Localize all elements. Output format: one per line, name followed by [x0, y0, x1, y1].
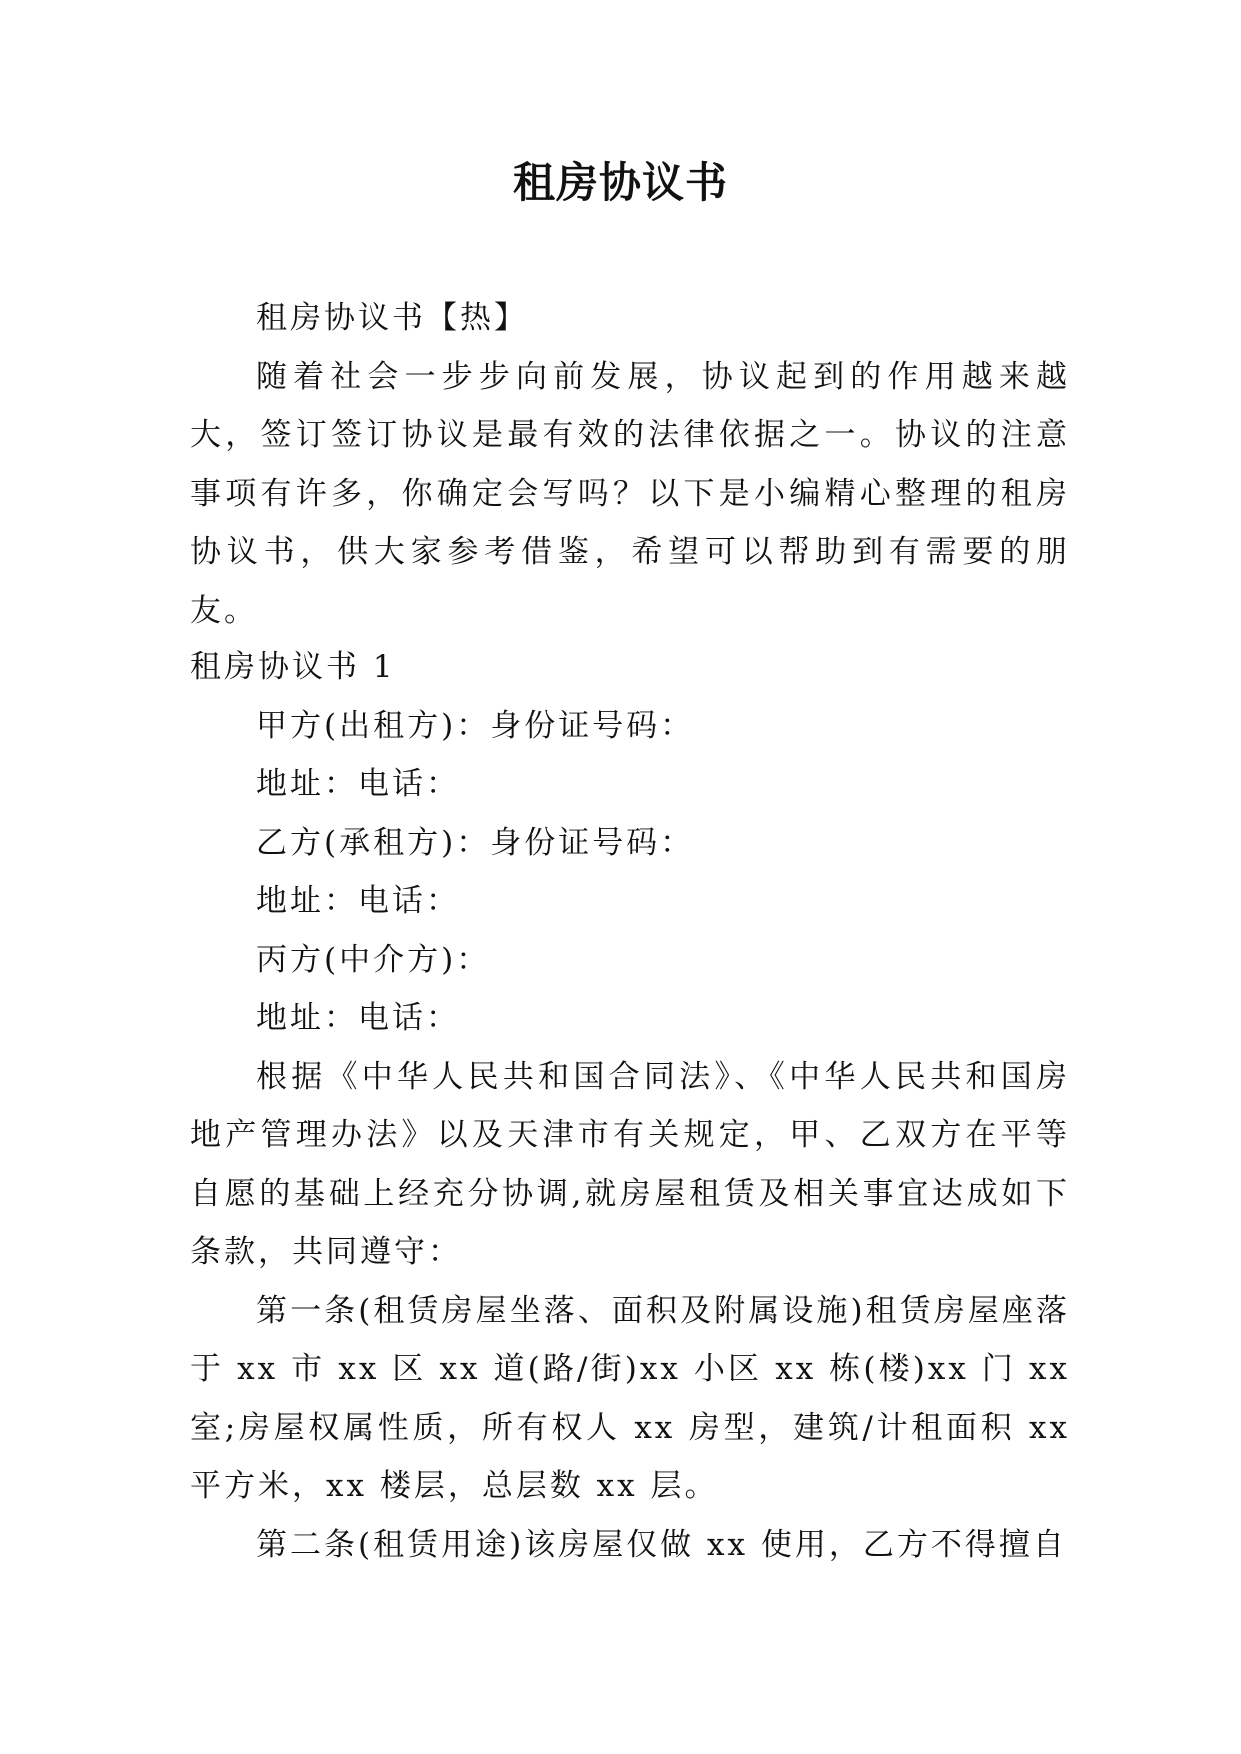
party-c-contact-line: 地址：电话： — [256, 1000, 460, 1036]
preamble-paragraph: 根据《中华人民共和国合同法》、《中华人民共和国房地产管理办法》以及天津市有关规定，甲、乙双方在平等自愿的基础上经充分协调,就房屋租赁及相关事宜达成如下条款，共同遵守： — [190, 1058, 1070, 1270]
party-a-line: 甲方(出租方)：身份证号码： — [256, 707, 695, 744]
party-c-line: 丙方(中介方)： — [256, 941, 491, 978]
article-1-paragraph: 第一条(租赁房屋坐落、面积及附属设施)租赁房屋座落于 xx 市 xx 区 xx 道(路/街)xx 小区 xx 栋(楼)xx 门 xx 室;房屋权属性质，所有权人 xx 房型，建筑/计租面积 xx 平方米，xx 楼层，总层数 xx 层。 — [190, 1292, 1070, 1504]
document-title: 租房协议书 — [512, 158, 728, 207]
intro-paragraph: 随着社会一步步向前发展，协议起到的作用越来越大，签订签订协议是最有效的法律依据之一。协议的注意事项有许多，你确定会写吗？以下是小编精心整理的租房协议书，供大家参考借鉴，希望可以帮助到有需要的朋友。 — [190, 358, 1070, 629]
document-subtitle: 租房协议书【热】 — [256, 300, 528, 336]
agreement-block — [190, 638, 1070, 1574]
party-b-contact-line: 地址：电话： — [256, 883, 460, 919]
party-b-line: 乙方(承租方)：身份证号码： — [256, 824, 695, 861]
section-heading: 租房协议书 1 — [190, 649, 396, 685]
article-2-paragraph: 第二条(租赁用途)该房屋仅做 xx 使用，乙方不得擅自 — [256, 1526, 1067, 1563]
intro-block — [190, 289, 1070, 640]
party-a-contact-line: 地址：电话： — [256, 766, 460, 802]
